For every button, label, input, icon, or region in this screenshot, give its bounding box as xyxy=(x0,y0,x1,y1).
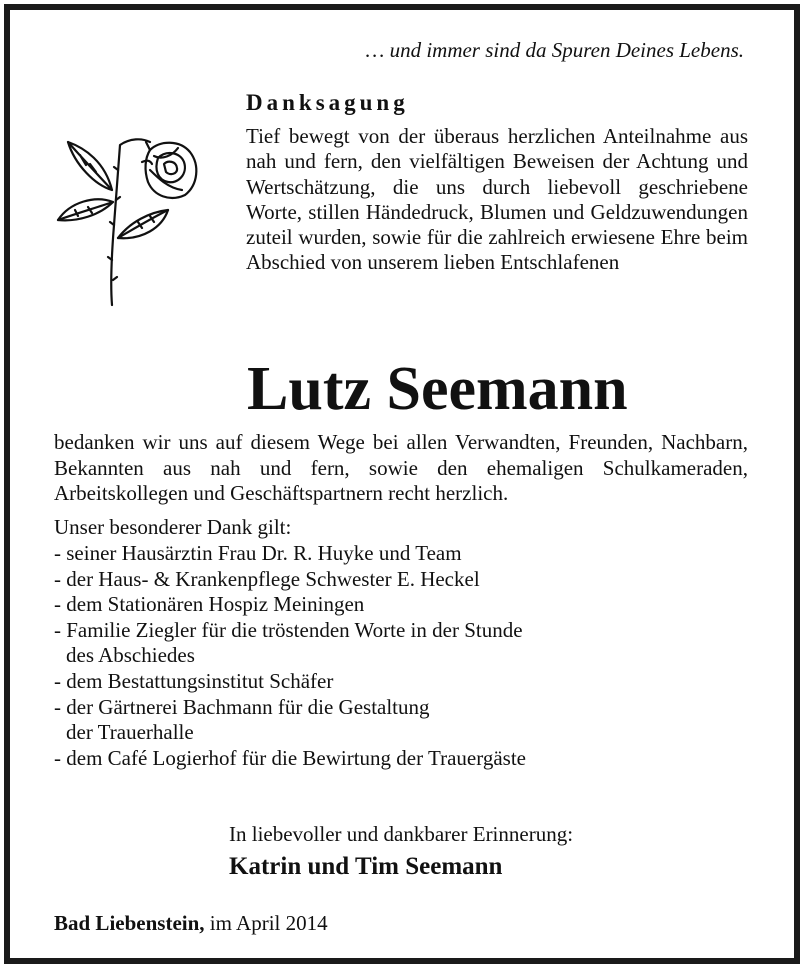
special-thanks-title: Unser besonderer Dank gilt: xyxy=(54,515,292,539)
thanks-paragraph: bedanken wir uns auf diesem Wege bei allen Verwandten, Freunden, Nachbarn, Bekannten aus nah und fern, sowie den ehemaligen Schulkameraden, Arbeitskollegen und Geschäftspartnern recht herzlich. xyxy=(54,430,748,505)
memory-line: In liebevoller und dankbarer Erinnerung: xyxy=(229,822,574,846)
signers: Katrin und Tim Seemann xyxy=(229,853,503,880)
intro-paragraph: Tief bewegt von der überaus herzlichen Anteilnahme aus nah und fern, den vielfältigen Beweisen der Achtung und Wertschätzung, die uns durch liebevoll geschriebene Worte, stillen Händedruck, Blumen und Geldzuwendungen zuteil wurden, sowie für die zahlreich erwiesene Ehre beim Abschied von unserem lieben Entschlafenen xyxy=(246,124,748,275)
place: Bad Liebenstein, xyxy=(54,911,205,935)
motto: … und immer sind da Spuren Deines Lebens. xyxy=(365,38,744,62)
list-item: - seiner Hausärztin Frau Dr. R. Huyke und Team xyxy=(54,541,462,565)
list-item: - dem Bestattungsinstitut Schäfer xyxy=(54,668,334,693)
date: im April 2014 xyxy=(209,911,328,935)
list-item: - dem Stationären Hospiz Meiningen xyxy=(54,592,365,617)
list-item: - der Haus- & Krankenpflege Schwester E. Heckel xyxy=(54,566,480,591)
deceased-name: Lutz Seemann xyxy=(247,355,628,423)
list-item: - dem Café Logierhof für die Bewirtung der Trauergäste xyxy=(54,745,526,770)
place-date xyxy=(54,911,328,936)
notice-heading: Danksagung xyxy=(246,90,409,115)
list-item: - der Gärtnerei Bachmann für die Gestaltung der Trauerhalle xyxy=(54,694,430,745)
list-item: - Familie Ziegler für die tröstenden Worte in der Stunde des Abschiedes xyxy=(54,617,523,668)
special-thanks-list xyxy=(54,541,754,771)
rose-icon xyxy=(50,130,215,310)
